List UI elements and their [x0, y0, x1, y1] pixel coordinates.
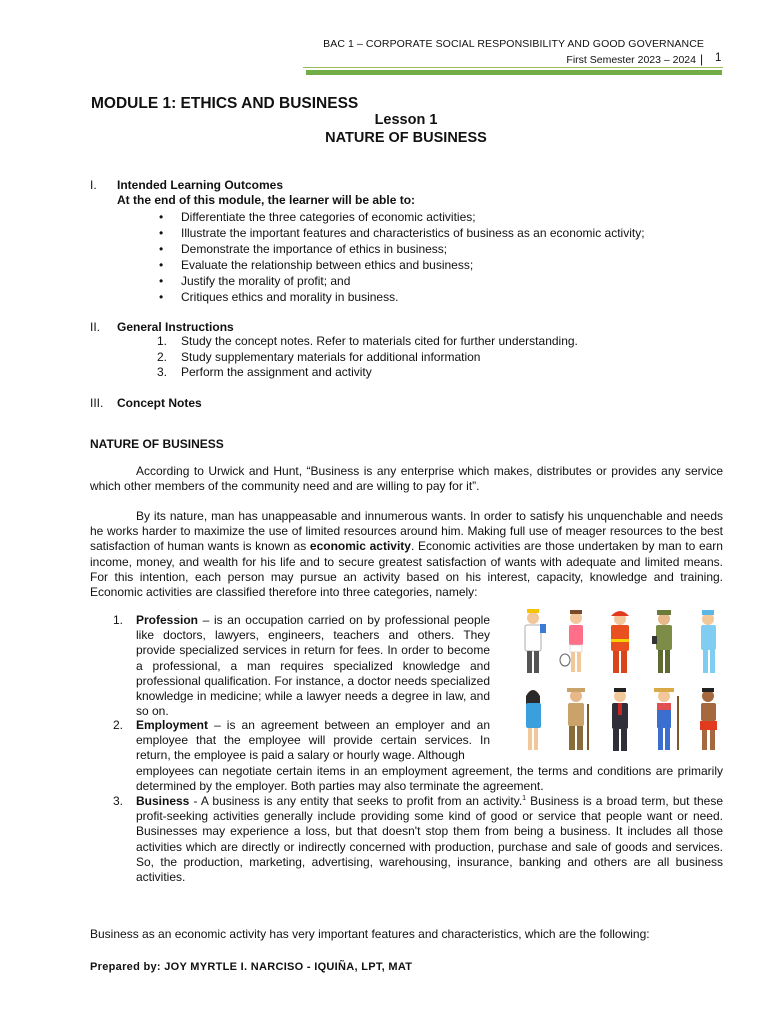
list-item — [157, 365, 578, 381]
list-item: • Justify the morality of profit; and — [157, 273, 645, 289]
list-item: • Illustrate the important features and characteristics of business as an economic activity; — [157, 225, 645, 241]
lesson-title: NATURE OF BUSINESS — [325, 130, 487, 146]
section-numeral: III. — [90, 396, 104, 410]
prepared-by: Prepared by: JOY MYRTLE I. NARCISO - IQUIÑA, LPT, MAT — [90, 961, 413, 973]
list-item: • Evaluate the relationship between ethics and business; — [157, 257, 645, 273]
category-term: Business — [136, 794, 190, 808]
outcomes-list — [157, 209, 645, 305]
section-concept-notes — [90, 396, 202, 410]
list-number: 3. — [157, 365, 168, 379]
module-title: MODULE 1: ETHICS AND BUSINESS — [91, 95, 359, 112]
section-general-instructions — [90, 320, 234, 334]
page-number: 1 — [715, 52, 722, 64]
section-numeral: I. — [90, 178, 97, 192]
lifeguard-figure — [700, 688, 717, 750]
header-separator: | — [700, 52, 704, 66]
category-business: 3. Business - A business is any entity that seeks to profit from an activity.$^1$ Business is a broad term, but these profit-seeking activities generally include providing some kind of good or service that people want or need. Businesses may experience a loss, but that doesn't stop them from being a business. It includes all those activities which are directly or indirectly concerned with production, purchase and sale of goods and services. So, the production, marketing, advertising, warehousing, insurance, banking and others are all business activities. — [113, 794, 723, 885]
businessman-figure — [612, 688, 628, 751]
professions-illustration — [512, 604, 732, 756]
category-employment-continued: employees can negotiate certain items in an employment agreement, the terms and conditions are primarily determined by the employer. Both parties may also terminate the agreement. — [136, 764, 723, 794]
category-term: Employment — [136, 718, 209, 732]
lesson-number: Lesson 1 — [374, 112, 438, 128]
list-item — [157, 334, 578, 350]
header-rule-thin — [303, 67, 723, 68]
list-item — [157, 350, 578, 366]
category-profession — [113, 613, 490, 719]
course-title: BAC 1 – CORPORATE SOCIAL RESPONSIBILITY AND GOOD GOVERNANCE — [323, 38, 704, 50]
section-title: General Instructions — [117, 320, 234, 334]
list-number: 1. — [157, 334, 168, 348]
concept-heading: NATURE OF BUSINESS — [90, 437, 224, 451]
soldier-figure — [652, 610, 672, 673]
instructions-list — [157, 334, 578, 381]
footnote-marker: 1 — [522, 795, 527, 802]
outcomes-intro: At the end of this module, the learner will be able to: — [117, 193, 416, 207]
section-title: Concept Notes — [117, 396, 202, 410]
category-term: Profession — [136, 613, 199, 627]
engineer-figure — [525, 609, 546, 673]
list-number: 1. — [113, 613, 124, 627]
list-number: 2. — [113, 718, 124, 732]
paragraph-economic-activity: By its nature, man has unappeasable and innumerous wants. In order to satisfy his unquenchable and needs he works harder to maximize the use of limited resources around him. Making full use of meager resources to the best satisfaction of human wants is known as economic activity. Economic activities are those undertaken by man to earn income, money, and wealth for his life and to secure greatest satisfaction of wants with adequate and limited means. For this intention, each person may pursue an activity based on his interest, capacity, knowledge and training. Economic activities are classified therefore into three categories, namely: — [90, 509, 723, 600]
farmer-figure — [654, 688, 679, 750]
category-text: – is an agreement between an employer and an employee that the employee will provide certain services. In return, the employee is paid a salary or hourly wage. Although — [136, 718, 490, 763]
section-title: Intended Learning Outcomes — [117, 178, 284, 192]
section-learning-outcomes — [90, 178, 283, 192]
list-number: 2. — [157, 349, 168, 364]
header-rule — [306, 70, 722, 75]
list-item: • Differentiate the three categories of economic activities; — [157, 209, 645, 225]
term-economic-activity: economic activity — [309, 539, 411, 554]
nurse-figure — [701, 610, 716, 673]
explorer-figure — [567, 688, 589, 750]
closing-sentence: Business as an economic activity has very important features and characteristics, which are the following: — [90, 927, 650, 941]
list-item: • Critiques ethics and morality in business. — [157, 289, 645, 305]
category-text: – is an occupation carried on by professional people like doctors, lawyers, engineers, teachers and others. They provide specialized services in return for fees. In order to become a professional, a man requires specialized knowledge and professional qualification. For instance, a doctor needs specialized knowledge in medicine; while a lawyer needs a degree in law, and so on. — [136, 613, 490, 719]
semester-label: First Semester 2023 – 2024 — [566, 54, 696, 66]
businesswoman-figure — [526, 690, 541, 750]
firefighter-figure — [611, 611, 629, 673]
section-numeral: II. — [90, 320, 101, 334]
list-text: Perform the assignment and activity — [181, 365, 372, 379]
list-text: Study the concept notes. Refer to materials cited for further understanding. — [181, 334, 578, 348]
category-employment — [113, 718, 490, 764]
tennis-player-figure — [560, 610, 583, 672]
list-number: 3. — [113, 794, 124, 808]
list-item: • Demonstrate the importance of ethics in business; — [157, 241, 645, 257]
list-text: Study supplementary materials for additional information — [181, 349, 481, 364]
paragraph-definition: According to Urwick and Hunt, “Business is any enterprise which makes, distributes or provides any service which other members of the community need and are willing to pay for it”. — [90, 464, 723, 494]
